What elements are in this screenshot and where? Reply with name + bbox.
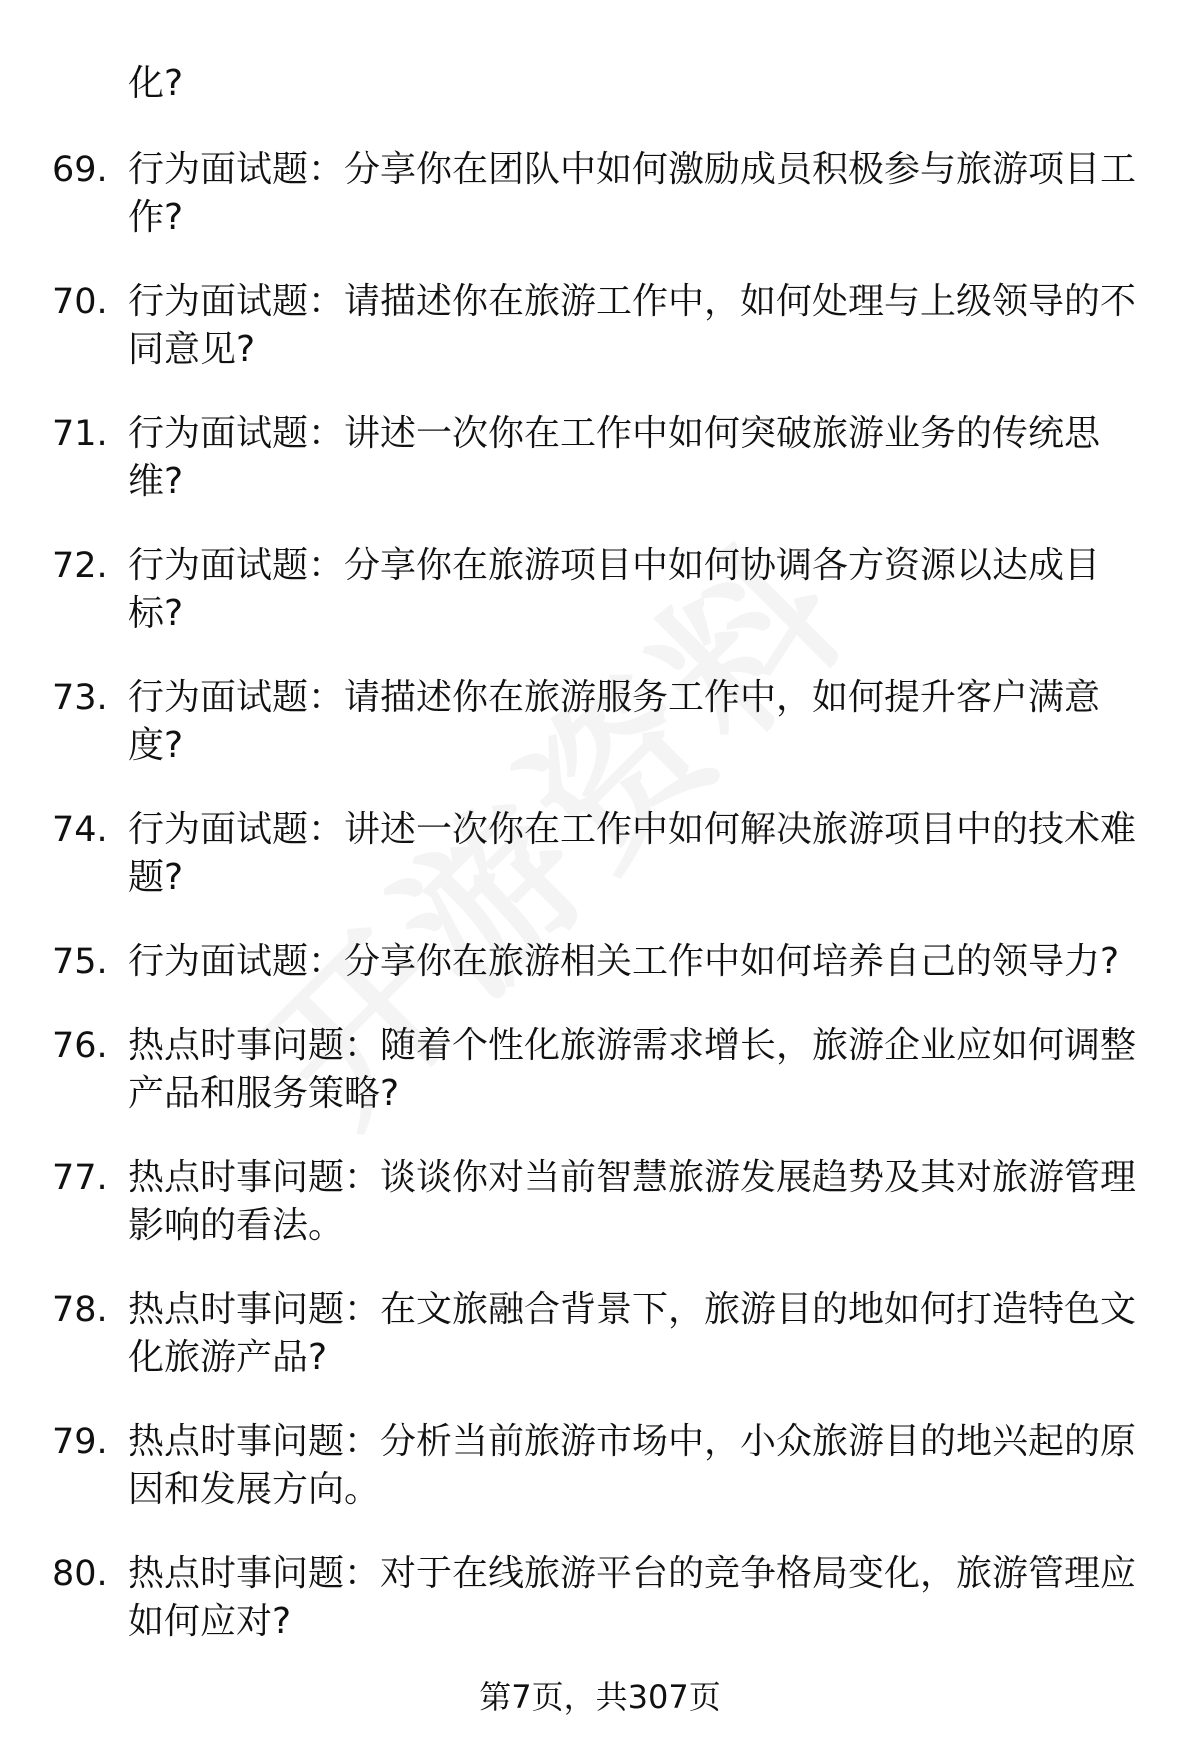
item-number: 77. [52, 1158, 108, 1198]
list-item [0, 1418, 1200, 1514]
list-item [0, 806, 1200, 902]
item-text: 行为面试题：分享你在团队中如何激励成员积极参与旅游项目工作? [128, 149, 1137, 238]
list-item [0, 542, 1200, 638]
list-item [0, 938, 1200, 986]
item-number: 76. [52, 1026, 108, 1066]
item-number: 80. [52, 1554, 108, 1594]
item-number: 78. [52, 1290, 108, 1330]
item-text: 热点时事问题：对于在线旅游平台的竞争格局变化，旅游管理应如何应对? [128, 1553, 1137, 1642]
item-text: 行为面试题：分享你在旅游项目中如何协调各方资源以达成目标? [128, 545, 1101, 634]
item-number: 70. [52, 282, 108, 322]
item-text: 热点时事问题：随着个性化旅游需求增长，旅游企业应如何调整产品和服务策略? [128, 1025, 1137, 1114]
item-number: 72. [52, 546, 108, 586]
list-item [0, 1550, 1200, 1646]
list-item [0, 1286, 1200, 1382]
item-text: 热点时事问题：分析当前旅游市场中，小众旅游目的地兴起的原因和发展方向。 [128, 1421, 1137, 1510]
list-item [0, 410, 1200, 506]
item-text: 热点时事问题：谈谈你对当前智慧旅游发展趋势及其对旅游管理影响的看法。 [128, 1157, 1137, 1246]
item-text: 行为面试题：讲述一次你在工作中如何解决旅游项目中的技术难题? [128, 809, 1137, 898]
list-item [0, 1022, 1200, 1118]
list-item [0, 278, 1200, 374]
item-text: 热点时事问题：在文旅融合背景下，旅游目的地如何打造特色文化旅游产品? [128, 1289, 1137, 1378]
item-number: 69. [52, 150, 108, 190]
question-list [0, 146, 1200, 1682]
item-number: 75. [52, 942, 108, 982]
item-number: 74. [52, 810, 108, 850]
item-text: 行为面试题：请描述你在旅游工作中，如何处理与上级领导的不同意见? [128, 281, 1137, 370]
item-number: 71. [52, 414, 108, 454]
list-item [0, 674, 1200, 770]
list-item [0, 1154, 1200, 1250]
page-footer: 第7页，共307页 [479, 1678, 721, 1716]
item-number: 73. [52, 678, 108, 718]
continued-text: 化? [128, 63, 184, 104]
item-text: 行为面试题：讲述一次你在工作中如何突破旅游业务的传统思维? [128, 413, 1101, 502]
item-text: 行为面试题：请描述你在旅游服务工作中，如何提升客户满意度? [128, 677, 1101, 766]
list-item [0, 146, 1200, 242]
item-number: 79. [52, 1422, 108, 1462]
item-text: 行为面试题：分享你在旅游相关工作中如何培养自己的领导力? [128, 941, 1120, 982]
